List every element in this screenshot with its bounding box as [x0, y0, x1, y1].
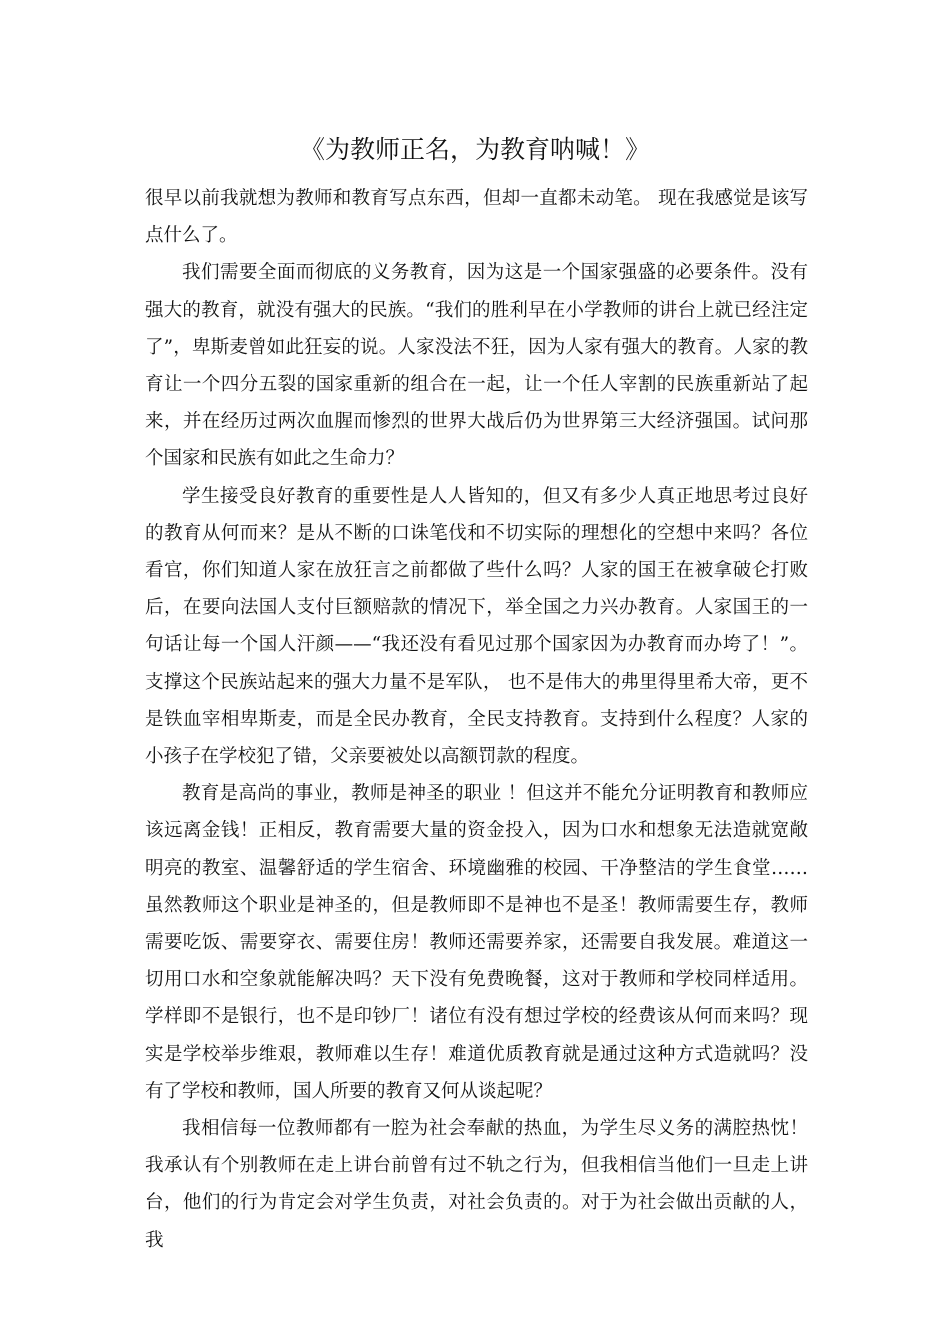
paragraph-education-funding: 教育是高尚的事业，教师是神圣的职业 ！但这并不能允分证明教育和教师应该远离金钱！正相反，教育需要大量的资金投入，因为口水和想象无法造就宽敞明亮的教室、温馨舒适的学生宿舍、环境幽雅的校园、干净整洁的学生食堂……虽然教师这个职业是神圣的，但是教师即不是神也不是圣！教师需要生存，教师需要吃饭、需要穿衣、需要住房！教师还需要养家，还需要自我发展。难道这一切用口水和空象就能解决吗？天下没有免费晚餐，这对于教师和学校同样适用。学样即不是银行，也不是印钞厂！诸位有没有想过学校的经费该从何而来吗？现实是学校举步维艰，教师难以生存！难道优质教育就是通过这种方式造就吗？没有了学校和教师，国人所要的教育又何从谈起呢？: [145, 783, 808, 1102]
document-body: [145, 180, 808, 1259]
paragraph-compulsory-education: 我们需要全面而彻底的义务教育，因为这是一个国家强盛的必要条件。没有强大的教育，就没有强大的民族。“我们的胜利早在小学教师的讲台上就已经注定了”，卑斯麦曾如此狂妄的说。人家没法不狂，因为人家有强大的教育。人家的教育让一个四分五裂的国家重新的组合在一起，让一个任人宰割的民族重新站了起来，并在经历过两次血腥而惨烈的世界大战后仍为世界第三大经济强国。试问那个国家和民族有如此之生命力？: [145, 262, 808, 470]
document-title: 《为教师正名，为教育呐喊！》: [299, 135, 650, 164]
paragraph-good-education-origin: 学生接受良好教育的重要性是人人皆知的，但又有多少人真正地思考过良好的教育从何而来？是从不断的口诛笔伐和不切实际的理想化的空想中来吗？各位看官，你们知道人家在放狂言之前都做了些什么吗？人家的国王在被拿破仑打败后，在要向法国人支付巨额赔款的情况下，举全国之力兴办教育。人家国王的一句话让每一个国人汗颜——“我还没有看见过那个国家因为办教育而办垮了！”。支撑这个民族站起来的强大力量不是军队， 也不是伟大的弗里得里希大帝，更不是铁血宰相卑斯麦，而是全民办教育，全民支持教育。支持到什么程度？人家的小孩子在学校犯了错，父亲要被处以高额罚款的程度。: [145, 485, 808, 768]
paragraph-teacher-dedication: 我相信每一位教师都有一腔为社会奉献的热血，为学生尽义务的满腔热忱！我承认有个别教师在走上讲台前曾有过不轨之行为，但我相信当他们一旦走上讲台，他们的行为肯定会对学生负责，对社会负责的。对于为社会做出贡献的人，我: [145, 1118, 808, 1251]
paragraph-intro: 很早以前我就想为教师和教育写点东西，但却一直都未动笔。 现在我感觉是该写点什么了。: [145, 188, 808, 247]
